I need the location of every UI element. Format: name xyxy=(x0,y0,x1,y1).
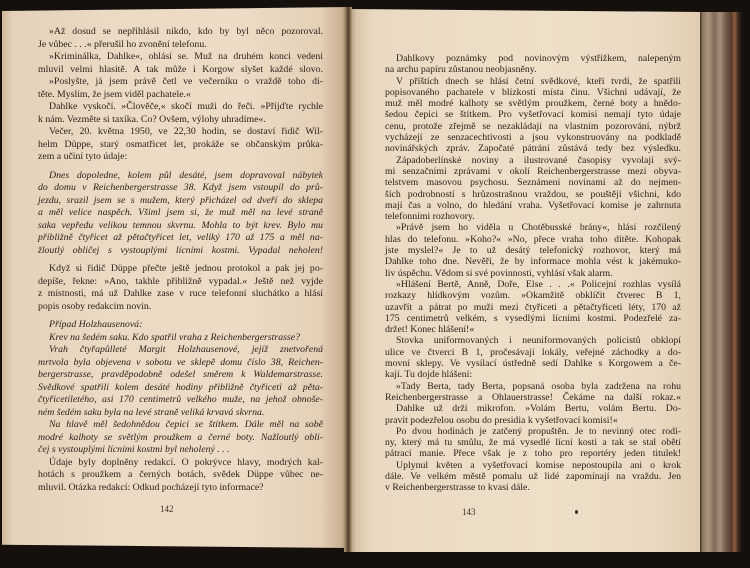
text-line: movní sklepy. Ve vysílací ústředně sedí Dahlke s Korgowem a če- xyxy=(385,358,681,370)
text-line: Vrah čtyřapůlleté Margit Holzhausenové, jejíž znetvořená xyxy=(49,344,323,355)
page-number-right: 143 xyxy=(462,507,476,517)
text-line: »Až dosud se nepřihlásil nikdo, kdo by byl něco pozoroval. xyxy=(49,26,323,37)
text-line: Západoberlínské noviny a ilustrované časopisy vyvolají svý- xyxy=(396,154,681,166)
text-line: mrtvola byla objevena v sobotu ve sklepě domu číslo 38, Reichen- xyxy=(38,356,323,368)
witness-statement xyxy=(38,170,323,258)
text-line: modré kalhoty se světlým proužkem a černé boty. Nažloutlý obli- xyxy=(38,431,323,443)
page-edges xyxy=(700,12,742,552)
text-line: Dahlke vyskočí. »Člověče,« skočí muži do řeči. »Přijďte rychle xyxy=(49,101,323,112)
text-line: rozkazy hlídkovým vozům. »Okamžitě obklíčit čtverec B 1, xyxy=(385,290,681,302)
text-line: depíše, řekne: »Ano, takhle přibližně vypadal.« Ještě než vyjde xyxy=(38,275,323,287)
text-line: mi senzačními zprávami v okolí Reichenbergerstrasse mezi obyva- xyxy=(385,165,681,177)
text-line: dále. Ve velkém městě pomalu už lidé zapomínají na vraždu. Jen xyxy=(385,470,681,482)
text-line: šedou čepici se štítkem. Pro vyšetřovací komisi nemají tyto údaje xyxy=(385,109,681,121)
text-line: čtyřicetiletého, asi 170 centimetrů velkého muže, na jehož obnoše- xyxy=(38,394,323,405)
text-line: na archu papíru zůstanou neobjasněny. xyxy=(385,64,537,76)
text-line: saka vepředu velikou temnou skvrnu. Mohla to být krev. Bylo mu xyxy=(38,219,323,231)
text-line: novinářských zpráv. Započaté pátrání zůstává tedy bez výsledku. xyxy=(385,143,681,155)
text-line: ném šedém saku byla na levé straně veliká krvavá skvrna. xyxy=(38,406,265,418)
text-line: zem a učiní tyto údaje: xyxy=(38,151,128,162)
text-line: »Poslyšte, já jsem právě četl ve večerníku o vraždě toho dí- xyxy=(49,76,323,87)
clipping-heading: Případ Holzhausenová: xyxy=(49,319,143,330)
text-line: do domu v Reichenbergerstrasse 38. Když jsem vstoupil do prů- xyxy=(38,182,323,193)
text-line: Svědkové spatřili kolem desáté hodiny přibližně čtyřiceti až pěta- xyxy=(38,381,323,393)
text-line: Je vůbec . . .« přerušil ho zvonění telefonu. xyxy=(38,38,207,50)
text-line: Když si řidič Düppe přečte ještě jednou protokol a pak jej po- xyxy=(49,263,323,274)
text-line: »Tady Berta, tady Berta, popsaná osoba byla zadržena na rohu xyxy=(396,380,681,392)
text-line: Reichenbergerstrasse a Ohlauerstrasse! Čekáme na další rokaz.« xyxy=(385,391,681,403)
text-line: »Hlášení Bertě, Anně, Doře, Else . . .« Policejní rozhlas vysílá xyxy=(396,278,681,290)
ink-speck xyxy=(575,510,578,514)
text-line: těte. Myslím, že jsem viděl pachatele.« xyxy=(38,88,191,100)
text-line: cenu, protože zřejmě se nezakládají na vlastním pozorování, nýbrž xyxy=(385,120,681,132)
text-line: mluvil velmi hlasitě. A tak může i Korgow slyšet každé slovo. xyxy=(38,63,323,75)
text-line: popis osoby redakcím novin. xyxy=(38,300,152,312)
text-line: ny, který má tu smůlu, že má vysedlé lícní kosti a tak se stal obětí xyxy=(385,437,681,449)
text-line: k nám. Vezměte si taxíka. Co? Ovšem, výlohy uhradíme«. xyxy=(38,113,266,125)
text-line: a měl velice naspěch. Všiml jsem si, že muž měl na levé straně xyxy=(38,207,323,218)
text-line: helm Düppe, starý osmatřicet let, prokáže se občanským průka- xyxy=(38,138,323,150)
text-line: hlas do telefonu. »Koho?« »No, přece vraha toho dítěte. Kohopak xyxy=(385,233,681,245)
text-line: jste myslel?« Je to už desátý telefonický rozhovor, který má xyxy=(385,245,681,257)
text-line: Uplynul květen a vyšetřovací komise nepostoupila ani o krok xyxy=(396,459,681,471)
text-line: držet! Konec hlášení!« xyxy=(385,324,475,336)
text-line: Dahlke už drží mikrofon. »Volám Bertu, volám Bertu. Do- xyxy=(396,403,681,415)
text-line: Dahlke toho dne. Nevěří, že by informace mohla vést k jakémuko- xyxy=(385,256,681,268)
clipping-headline: Krev na šedém saku. Kdo spatřil vraha z Reichenbergerstrasse? xyxy=(49,331,300,343)
text-line: »Kriminálka, Dahlke«, ohlásí se. Muž na druhém konci vedení xyxy=(49,51,323,62)
text-line: mluvil. Otázka redakcí: Odkud pocházejí tyto informace? xyxy=(38,481,264,493)
text-line: Dnes dopoledne, kolem půl desáté, jsem dopravoval nábytek xyxy=(49,169,323,181)
text-line: telefonními rozhovory. xyxy=(385,211,475,223)
text-line: pátrací manie. Přece však je z toho pro reportéry jeden titulek! xyxy=(385,448,681,460)
text-line: popisovaného pachatele v blízkosti místa činu. Všichni udávají, že xyxy=(385,86,681,98)
text-line: Údaje byly doplněny redakcí. O pokrývce hlavy, modrých kal- xyxy=(49,456,323,468)
text-line: v Reichenbergerstrasse to kvasí dále. xyxy=(385,482,530,494)
newspaper-clipping xyxy=(38,319,323,457)
text-line: »Právě jsem ho viděla u Chotěbusské brány«, hlásí rozčilený xyxy=(396,222,681,234)
text-line: vycházejí ze senzacechtivosti a jsou vykonstruovány na podkladě xyxy=(385,132,681,144)
text-line: ulice ve čtverci B 1, pročesávají lokály, veřejné záchodky a do- xyxy=(385,346,681,358)
text-line: uzavřít a pátrat po muži mezi čtyřiceti a pětačtyřiceti léty, 170 až xyxy=(385,301,681,313)
text-line: liv úspěchu. Vědom si své povinnosti, vyhlásí však alarm. xyxy=(385,267,613,279)
text-line: bergerstrasse, pravděpodobně odešel směrem k Waldemarstrasse. xyxy=(38,369,323,380)
text-line: ších podrobností s hrůzostrašnou vraždou, se pouštějí všichni, kdo xyxy=(385,188,681,200)
book-gutter xyxy=(344,7,352,552)
text-line: přibližně čtyřicet až pětačtyřicet let, veliký 170 až 175 a měl na- xyxy=(38,232,323,243)
page-number-left: 142 xyxy=(160,504,174,514)
text-line: Po dvou hodinách je zatčený propuštěn. Je to nevinný otec rodi- xyxy=(396,425,681,437)
text-line: Dahlkovy poznámky pod novinovým výstřižkem, nalepeným xyxy=(396,53,681,64)
text-line: pravit podezřelou osobu do presidia k vyšetřovací komisi!« xyxy=(385,414,618,426)
text-line: Stovka uniformovaných i neuniformovaných policistů obklopí xyxy=(396,335,681,347)
text-line: čej s vystouplými lícními kostmi byl neholený . . . xyxy=(38,444,230,455)
text-line: hotách s proužkem a černých botách, svědek Düppe vůbec ne- xyxy=(38,469,323,480)
text-line: telstvem masovou psychosu. Seznámeni novinami až do nejmen- xyxy=(385,177,681,189)
text-line: Večer, 20. května 1950, ve 22,30 hodin, se dostaví řidič Wil- xyxy=(49,126,323,137)
text-line: mají čas a volno, do hledání vraha. Vyšetřovací komise je zahrnuta xyxy=(385,199,681,211)
left-page-text xyxy=(38,26,323,494)
text-line: žloutlý obličej s vystouplými lícními kostmi. Vypadal neholen! xyxy=(38,244,323,256)
text-line: jezdu, srazil jsem se s mužem, který přicházel od dveří do sklepa xyxy=(38,194,323,206)
text-line: 175 centimetrů velkém, s vysedlými lícními kostmi. Podezřelé za- xyxy=(385,312,681,324)
text-line: Na hlavě měl šedohnědou čepici se štítkem. Dále měl na sobě xyxy=(49,419,323,430)
text-line: V příštích dnech se hlásí četní svědkové, kteří tvrdí, že spatřili xyxy=(396,75,681,87)
text-line: kají. Tu dojde hlášení: xyxy=(385,369,473,381)
text-line: muž měl modré kalhoty se světlým proužkem, černé boty a hnědo- xyxy=(385,98,681,110)
right-page-text xyxy=(385,53,681,494)
text-line: z místnosti, má už Dahlke zase v ruce telefonní sluchátko a hlásí xyxy=(38,288,323,299)
